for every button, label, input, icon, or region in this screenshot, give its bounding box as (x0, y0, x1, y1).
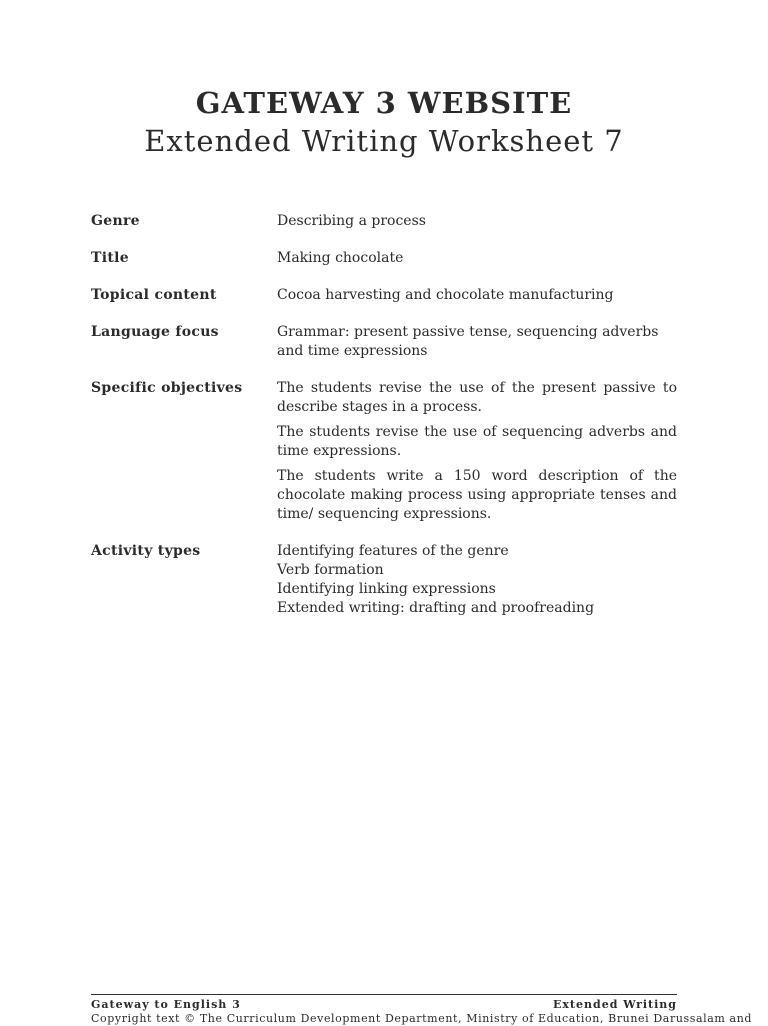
info-value (277, 323, 677, 361)
info-row-language-focus (91, 323, 677, 361)
activity-item: Extended writing: drafting and proofreading (277, 600, 595, 616)
info-row-topical-content (91, 286, 677, 305)
info-row-activity-types (91, 542, 677, 618)
worksheet-info-table (91, 212, 677, 636)
info-label: Genre (91, 213, 140, 229)
info-paragraph: Grammar: present passive tense, sequencing adverbs and time expressions (277, 324, 659, 359)
info-value (277, 379, 677, 524)
page-footer (91, 994, 753, 1026)
info-row-genre (91, 212, 677, 231)
info-label: Topical content (91, 287, 217, 303)
footer-copyright: Copyright text © The Curriculum Development Department, Ministry of Education, Brunei Darussalam and (91, 1012, 753, 1025)
info-paragraph: The students revise the use of the present passive to describe stages in a process. (277, 380, 677, 415)
info-row-specific-objectives (91, 379, 677, 524)
info-row-title (91, 249, 677, 268)
info-label: Language focus (91, 324, 219, 340)
footer-row (91, 995, 677, 1012)
info-value (277, 542, 677, 618)
footer-section-title: Extended Writing (552, 998, 677, 1011)
page-subtitle: Extended Writing Worksheet 7 (144, 124, 624, 158)
info-value (277, 286, 677, 305)
activity-item: Identifying linking expressions (277, 581, 496, 597)
info-paragraph: Cocoa harvesting and chocolate manufacturing (277, 287, 614, 303)
info-label: Title (91, 250, 129, 266)
info-paragraph: Describing a process (277, 213, 426, 229)
page-title: GATEWAY 3 WEBSITE (195, 86, 573, 120)
info-value (277, 249, 677, 268)
info-paragraph: Making chocolate (277, 250, 404, 266)
info-value (277, 212, 677, 231)
activity-item: Identifying features of the genre (277, 543, 509, 559)
info-label: Activity types (91, 543, 201, 559)
info-paragraph: The students write a 150 word description of the chocolate making process using appropriate tenses and time/ sequencing expressions. (277, 468, 677, 522)
footer-book-title: Gateway to English 3 (91, 998, 241, 1011)
activity-item: Verb formation (277, 562, 384, 578)
info-paragraph: The students revise the use of sequencing adverbs and time expressions. (277, 424, 677, 459)
info-label: Specific objectives (91, 380, 243, 396)
